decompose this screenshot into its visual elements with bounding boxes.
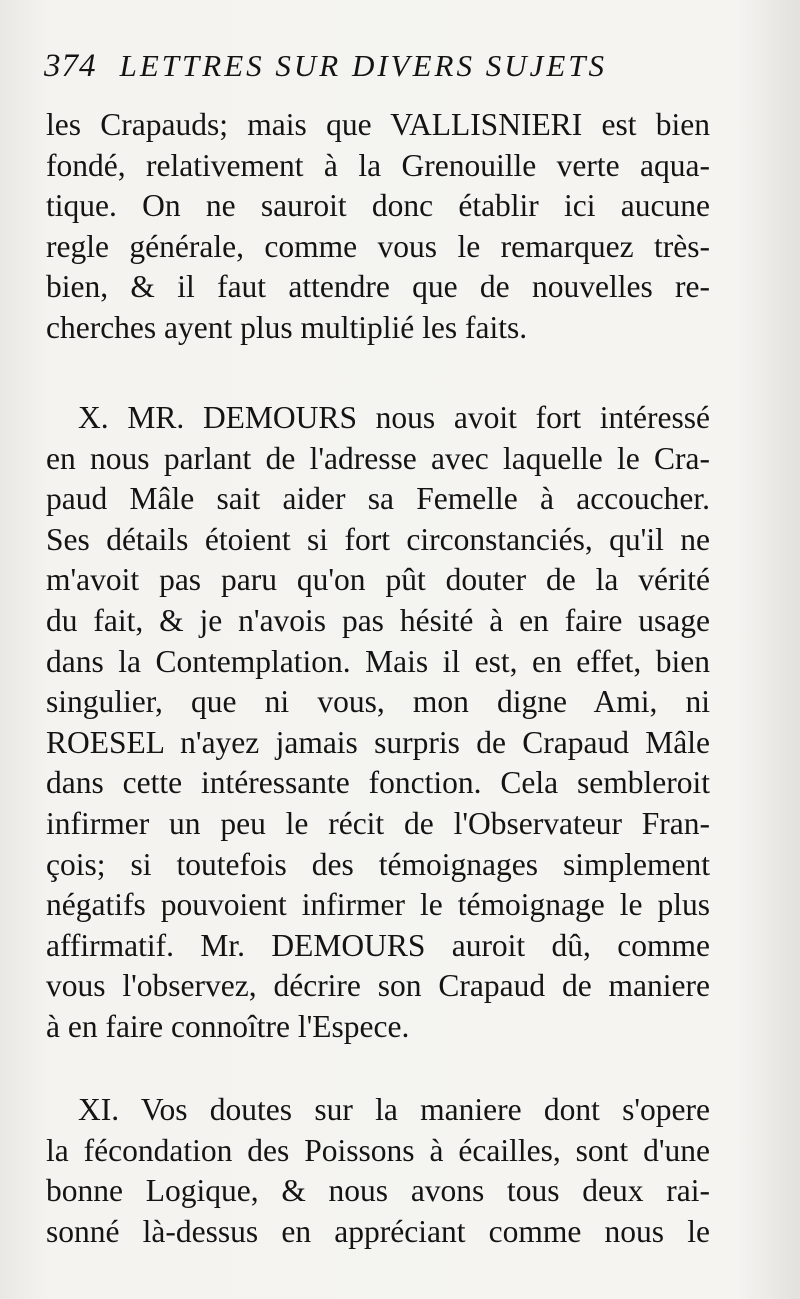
text-line: regle générale, comme vous le remarquez très- (46, 228, 710, 264)
paragraph-1 (46, 105, 710, 349)
paragraph-3 (46, 1090, 710, 1252)
text-line: à en faire connoître l'Espece. (46, 1008, 410, 1044)
text-line: m'avoit pas paru qu'on pût douter de la vérité (46, 562, 710, 598)
text-line: du fait, & je n'avois pas hésité à en faire usage (46, 602, 710, 638)
paragraph-2 (46, 398, 710, 1048)
text-line: çois; si toutefois des témoignages simplement (46, 846, 710, 882)
text-line: singulier, que ni vous, mon digne Ami, ni (46, 684, 710, 720)
text-line: ROESEL n'ayez jamais surpris de Crapaud Mâle (46, 724, 710, 760)
text-line: dans cette intéressante fonction. Cela sembleroit (46, 765, 710, 801)
text-line: négatifs pouvoient infirmer le témoignage le plus (46, 887, 710, 923)
text-line: X. MR. DEMOURS nous avoit fort intéressé (78, 400, 710, 435)
text-line: vous l'observez, décrire son Crapaud de maniere (46, 968, 710, 1004)
text-line: Ses détails étoient si fort circonstanciés, qu'il ne (46, 521, 710, 557)
text-line: paud Mâle sait aider sa Femelle à accoucher. (46, 481, 710, 517)
text-line: en nous parlant de l'adresse avec laquelle le Cra- (46, 440, 710, 476)
page-header (44, 48, 684, 98)
text-line: tique. On ne sauroit donc établir ici aucune (46, 188, 710, 224)
text-line: cherches ayent plus multiplié les faits. (46, 309, 528, 345)
running-title: LETTRES SUR DIVERS SUJETS (119, 48, 608, 83)
page-number: 374 (44, 48, 97, 84)
text-line: XI. Vos doutes sur la maniere dont s'opere (78, 1092, 710, 1127)
text-line: bien, & il faut attendre que de nouvelles re- (46, 269, 710, 305)
text-line: bonne Logique, & nous avons tous deux rai- (46, 1173, 710, 1209)
text-line: fondé, relativement à la Grenouille verte aqua- (46, 147, 710, 183)
text-line: les Crapauds; mais que VALLISNIERI est bien (46, 107, 710, 142)
text-line: la fécondation des Poissons à écailles, sont d'une (46, 1132, 710, 1168)
text-line: infirmer un peu le récit de l'Observateur Fran- (46, 805, 710, 841)
text-line: sonné là-dessus en appréciant comme nous le (46, 1213, 710, 1249)
text-line: dans la Contemplation. Mais il est, en effet, bien (46, 643, 710, 679)
text-line: affirmatif. Mr. DEMOURS auroit dû, comme (46, 927, 710, 963)
